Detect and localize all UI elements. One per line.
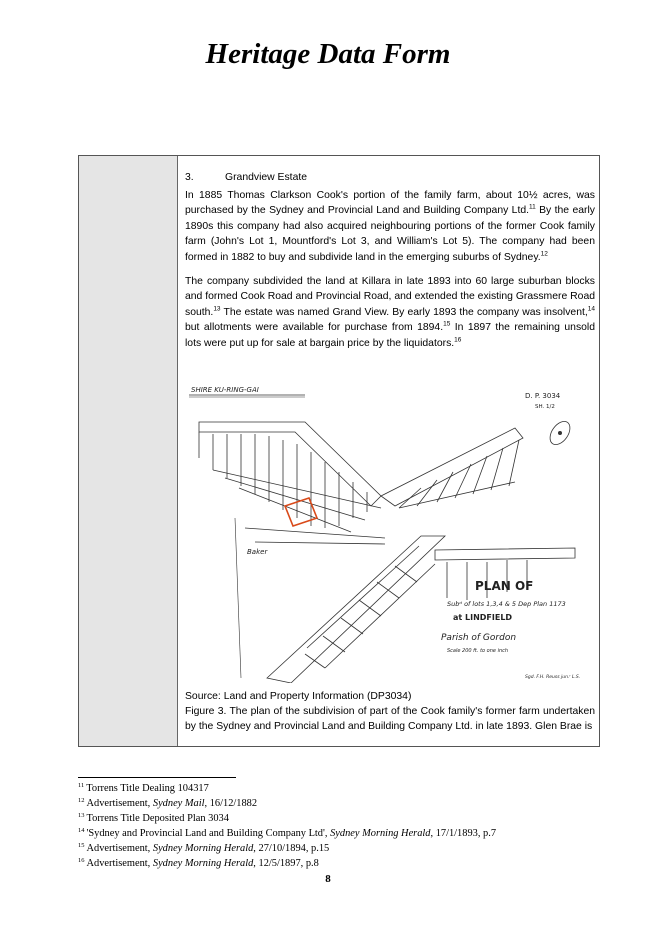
map-dp-label: D. P. 3034: [525, 392, 561, 400]
figure-caption: Figure 3. The plan of the subdivision of part of the Cook family's former farm undertaken by the Sydney and Provincial Land and Building Company Ltd. in late 1893. Glen Brae is: [185, 706, 595, 732]
footnote-text: Advertisement,: [86, 798, 153, 809]
paragraph-2: [185, 274, 595, 352]
p2-text-3: but allotments were available for purchase from 1894.: [185, 322, 444, 334]
footnote-text: Torrens Title Dealing 104317: [86, 783, 209, 794]
p2-text-1: The company subdivided the land at Killara in late 1893 into 60 large suburban blocks and formed Cook Road and Provincial Road, and extended the existing Grassmere Road south.: [185, 275, 595, 318]
footnote-ref: 12: [540, 250, 548, 258]
footnote-rule: [78, 777, 236, 778]
map-scale-label: Scale 200 ft. to one inch: [447, 648, 509, 654]
content-table: [78, 155, 600, 747]
footnote-ref: 14: [587, 305, 595, 313]
footnote-ref: 11: [529, 203, 536, 211]
footnote-ref: 16: [454, 336, 462, 344]
footnotes: [78, 781, 618, 871]
map-plan-title: PLAN OF: [475, 579, 534, 593]
footnote-italic: Sydney Morning Herald: [152, 858, 254, 869]
map-signature: Sgd. F.H. Reuss jun.ʳ L.S.: [525, 675, 581, 680]
footnote: [78, 856, 618, 871]
page-number: 8: [325, 873, 331, 885]
map-shire-label: SHIRE KU-RING-GAI: [191, 386, 259, 394]
footnote-ref: 13: [213, 305, 221, 313]
footnote-text: Advertisement,: [86, 843, 153, 854]
footnote-text: , 17/1/1893, p.7: [430, 828, 497, 839]
map-parish-label: Parish of Gordon: [441, 633, 517, 643]
section-number: 3.: [185, 172, 194, 183]
paragraph-1: [185, 188, 595, 266]
footnote: [78, 826, 618, 841]
section-title: Grandview Estate: [225, 172, 308, 183]
footnote-number: 14: [78, 826, 85, 834]
map-baker-label: Baker: [247, 548, 268, 556]
p1-text-2: By the early 1890s this company had also acquired neighbouring portions of the former Cook family farm (John's Lot 1, Mountford's Lot 3, and William's Lot 5). The company had been formed in 1882 to buy and subdivide land in the emerging suburbs of Sydney.: [185, 205, 595, 263]
subdivision-plan-drawing: [185, 378, 595, 683]
section-heading: [185, 170, 595, 186]
map-plan-location: at LINDFIELD: [453, 613, 513, 622]
footnote-text: , 16/12/1882: [204, 798, 258, 809]
section-body: [185, 170, 595, 360]
image-source: Source: Land and Property Information (DP3034): [185, 691, 412, 702]
p2-text-4: In 1897 the remaining unsold lots were put up for sale at bargain price by the liquidators.: [185, 322, 596, 349]
footnote-text: , 12/5/1897, p.8: [253, 858, 319, 869]
footnote-ref: 15: [443, 320, 451, 328]
footnote: [78, 781, 618, 796]
footnote: [78, 811, 618, 826]
footnote-italic: Sydney Mail: [152, 798, 205, 809]
footnote-number: 12: [78, 796, 85, 804]
footnote-text: Torrens Title Deposited Plan 3034: [86, 813, 229, 824]
footnote-number: 16: [78, 856, 85, 864]
footnote: [78, 841, 618, 856]
footnote-italic: Sydney Morning Herald: [152, 843, 254, 854]
footnote-text: 'Sydney and Provincial Land and Building Company Ltd',: [86, 828, 331, 839]
footnote-number: 13: [78, 811, 85, 819]
left-column: [79, 156, 178, 746]
footnote-text: Advertisement,: [86, 858, 153, 869]
footnote-text: , 27/10/1894, p.15: [253, 843, 330, 854]
p1-text-1: In 1885 Thomas Clarkson Cook's portion of the family farm, about 10½ acres, was purchased by the Sydney and Provincial Land and Building Company Ltd.: [185, 189, 595, 217]
footnote-number: 11: [78, 781, 85, 789]
subdivision-plan-image: [185, 378, 595, 683]
map-plan-subtitle: Subᵈ of lots 1,3,4 & 5 Dep Plan 1173: [447, 600, 566, 608]
map-sheet-label: SH. 1/2: [535, 404, 555, 410]
footnote-italic: Sydney Morning Herald: [330, 828, 431, 839]
footnote: [78, 796, 618, 811]
footnote-number: 15: [78, 841, 85, 849]
page-title: Heritage Data Form: [205, 38, 451, 70]
p2-text-2: The estate was named Grand View. By early 1893 the company was insolvent,: [220, 306, 588, 318]
